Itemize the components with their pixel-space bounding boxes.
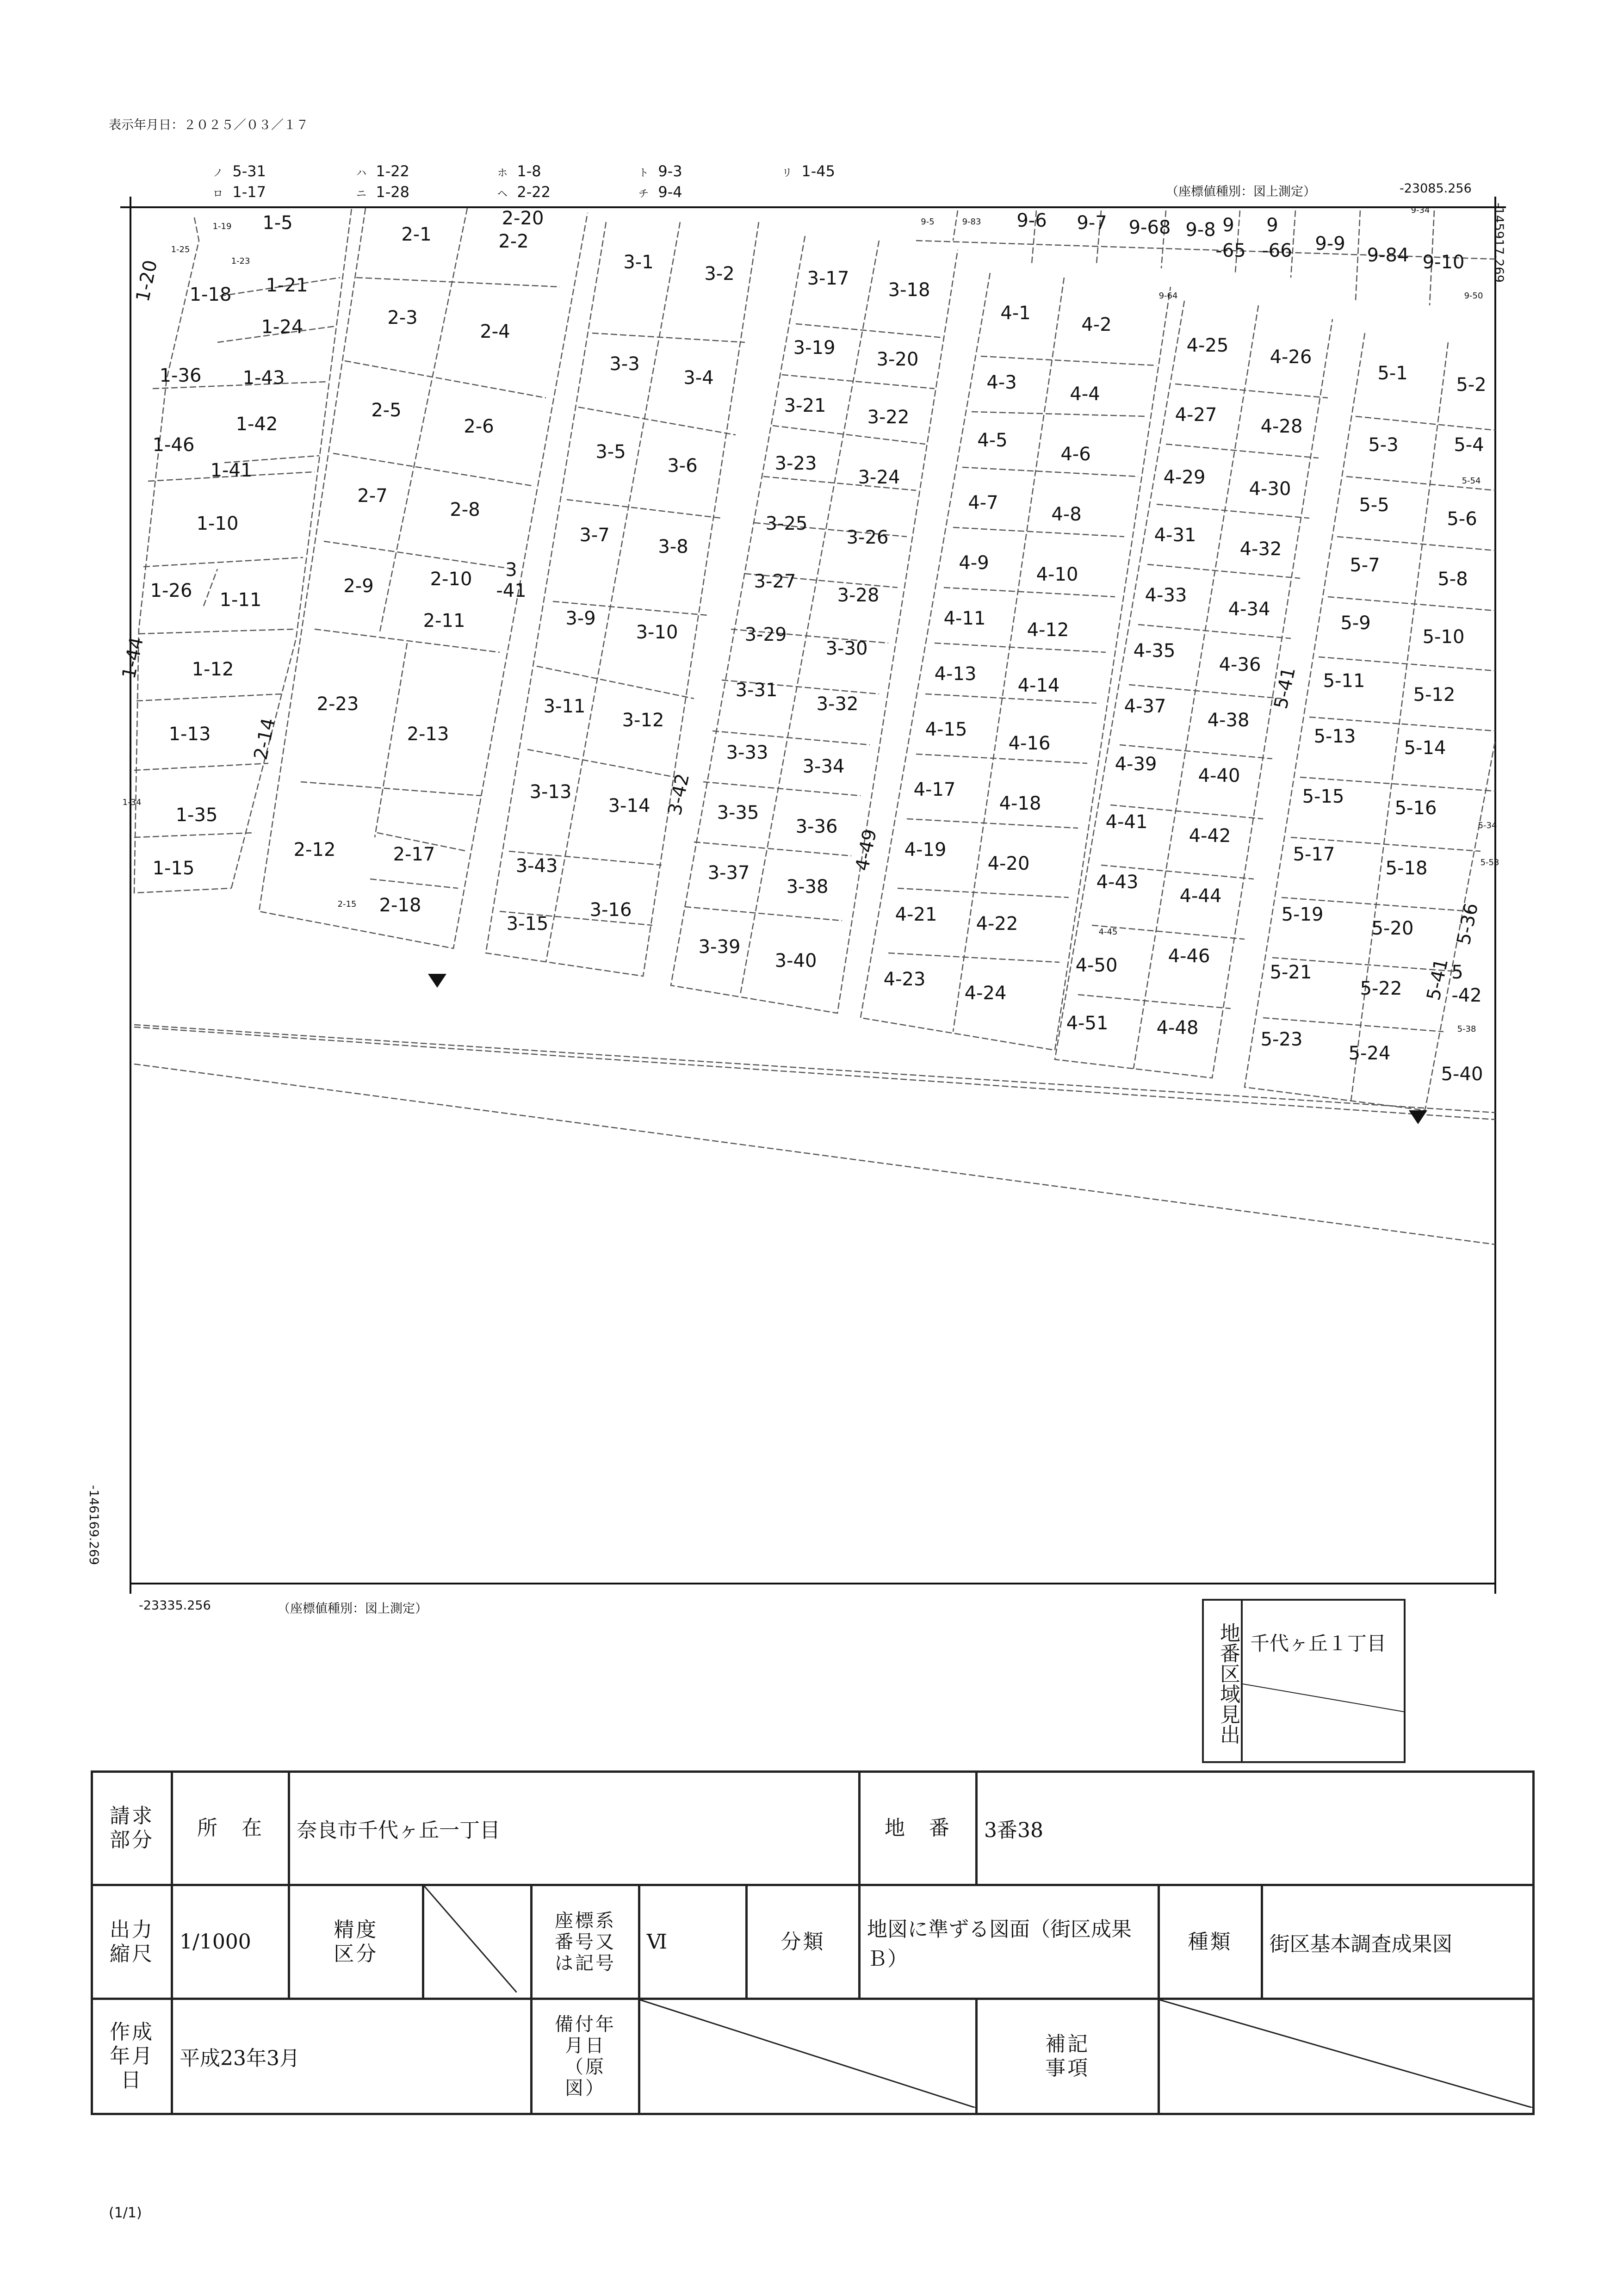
class-label: 分類 [747,1885,860,1999]
parcel-number-3-34: 3-34 [802,756,845,777]
parcel-number-3-19: 3-19 [793,337,836,359]
parcel-number-4-15: 4-15 [925,719,967,740]
parcel-number-3-8: 3-8 [658,536,688,557]
created-label: 作成年月日 [92,1999,172,2114]
parcel-number-3-4: 3-4 [683,367,714,389]
parcel-number-2-10: 2-10 [430,569,472,590]
parcel-number-4-9: 4-9 [959,552,989,574]
parcel-number-5-23: 5-23 [1260,1029,1303,1050]
parcel-number-4-48: 4-48 [1156,1017,1199,1039]
parcel-number-4-21: 4-21 [895,904,937,925]
parcel-number-4-36: 4-36 [1219,654,1261,675]
parcel-number-3-9: 3-9 [565,608,596,629]
parcel-number-9-64: 9-64 [1158,291,1178,301]
parcel-number-5-18: 5-18 [1385,858,1428,879]
coord-x-top: -23085.256 [1400,181,1472,196]
parcel-number-5-6: 5-6 [1447,508,1477,530]
note-empty-slash [1160,2000,1532,2108]
coord-x-bottom: -23335.256 [139,1598,211,1613]
precision-empty-slash [424,1886,517,1993]
kind-value: 街区基本調査成果図 [1262,1885,1533,1999]
parcel-number-4-33: 4-33 [1145,585,1187,606]
parcel-number-9-84: 9-84 [1367,245,1409,266]
parcel-number-4-32: 4-32 [1239,538,1282,560]
parcel-number-5-21: 5-21 [1270,962,1312,983]
parcel-number-2-15: 2-15 [337,899,357,909]
parcel-number-4-6: 4-6 [1060,444,1091,465]
parcel-number-4-11: 4-11 [943,608,986,629]
parcel-number-2-14: 2-14 [250,716,280,762]
parcel-number-3-7: 3-7 [579,525,610,546]
parcel-number-3-26: 3-26 [846,527,889,548]
parcel-number-4-12: 4-12 [1027,619,1069,641]
parcel-number-4-49: 4-49 [851,827,881,873]
parcel-number-1-21: 1-21 [266,275,308,296]
parcel-number-4-18: 4-18 [999,793,1041,814]
parcel-number-4-41: 4-41 [1105,811,1148,833]
parcel-number-1-5: 1-5 [262,212,293,234]
parcel-number-4-10: 4-10 [1036,564,1078,585]
parcel-number-5-4: 5-4 [1454,434,1484,456]
parcel-number-3-10: 3-10 [636,622,678,643]
parcel-number-5-36: 5-36 [1453,901,1483,947]
legend-entry: ト 9-3 チ 9-4 [638,162,682,201]
attached-value [639,1999,976,2114]
parcel-number-2-8: 2-8 [450,499,480,520]
parcel-number-4-43: 4-43 [1096,872,1139,893]
parcel-number-3: 3 [505,559,517,581]
parcel-number-9-6: 9-6 [1016,210,1047,231]
precision-label: 精度区分 [289,1885,423,1999]
legend-entry: ハ 1-22 ニ 1-28 [356,162,409,201]
parcel-number-9-10: 9-10 [1422,252,1465,273]
parcel-labels [118,205,1499,1085]
parcel-number-2-9: 2-9 [343,576,374,597]
parcel-number-1-42: 1-42 [235,414,278,435]
page-indicator: (1/1) [109,2205,142,2221]
parcel-number--66: -66 [1262,240,1292,261]
parcel-number-5-12: 5-12 [1413,684,1456,706]
parcel-number-3-40: 3-40 [774,950,817,972]
parcel-number-4-16: 4-16 [1008,733,1051,754]
parcel-number-4-1: 4-1 [1000,303,1031,324]
parcel-number-4-34: 4-34 [1228,599,1270,620]
district-name: 千代ヶ丘１丁目 [1250,1632,1387,1655]
parcel-number-5-14: 5-14 [1404,737,1446,759]
parcel-number-3-33: 3-33 [726,742,768,763]
parcel-number-3-24: 3-24 [858,467,900,488]
parcel-number-1-24: 1-24 [261,316,304,338]
coord-y-left: -146169.269 [87,1485,101,1565]
parcel-number-2-7: 2-7 [357,485,388,507]
parcel-number-9-5: 9-5 [921,217,935,227]
parcel-number-2-4: 2-4 [480,321,510,342]
parcel-number-2-13: 2-13 [407,724,449,745]
parcel-number-2-5: 2-5 [371,400,402,421]
parcel-number-5-24: 5-24 [1348,1043,1391,1064]
parcel-number-4-4: 4-4 [1070,384,1100,405]
parcel-number-3-29: 3-29 [744,624,787,645]
parcel-number-1-15: 1-15 [152,858,195,879]
created-value: 平成23年3月 [172,1999,532,2114]
parcel-number-1-34: 1-34 [122,798,142,807]
parcel-number-4-37: 4-37 [1124,696,1166,717]
scale-value: 1/1000 [172,1885,289,1999]
parcel-number-3-20: 3-20 [876,349,919,370]
parcel-number-3-39: 3-39 [698,936,741,958]
parcel-number-5-9: 5-9 [1340,613,1371,634]
parcel-number-2-23: 2-23 [316,693,359,715]
display-date: 表示年月日：２０２５／０３／１７ [109,118,309,132]
parcel-number-4-23: 4-23 [883,969,926,990]
parcel-number-3-12: 3-12 [622,710,664,731]
class-value: 地図に準ずる図面（街区成果Ｂ） [860,1885,1159,1999]
parcel-number-5-13: 5-13 [1313,726,1356,747]
parcel-number-2-17: 2-17 [393,844,435,865]
parcel-number-4-3: 4-3 [986,372,1017,393]
parcel-number-2-6: 2-6 [464,416,494,437]
parcel-number-4-19: 4-19 [904,839,947,860]
parcel-number-4-26: 4-26 [1270,347,1312,368]
parcel-number-4-50: 4-50 [1075,955,1118,976]
parcel-number-2-18: 2-18 [379,895,421,916]
parcel-number-2-3: 2-3 [387,307,418,328]
parcel-number-4-20: 4-20 [987,853,1030,874]
parcel-number-3-23: 3-23 [774,453,817,474]
parcel-number-9: 9 [1266,215,1278,236]
parcel-number-3-11: 3-11 [543,696,586,717]
parcel-number-5-20: 5-20 [1371,918,1414,939]
parcel-number-5-41: 5-41 [1270,665,1300,711]
parcel-number-5-41: 5-41 [1423,957,1453,1003]
parcel-number-4-38: 4-38 [1207,710,1250,731]
attached-label: 備付年月日（原図） [532,1999,639,2114]
parcel-number-5-54: 5-54 [1462,476,1481,486]
parcel-number-2-12: 2-12 [293,839,336,860]
parcel-number-4-24: 4-24 [964,983,1007,1004]
parcel-number-1-18: 1-18 [189,284,232,305]
district-caption: 地番区域見出 [1204,1601,1243,1761]
note-label: 補記事項 [977,1999,1159,2114]
parcel-number-4-28: 4-28 [1260,416,1303,437]
parcel-number-3-38: 3-38 [786,876,829,897]
district-index-box [1202,1599,1406,1763]
parcel-number-3-5: 3-5 [595,441,626,463]
coord-y-right: -145917.269 [1492,203,1506,283]
parcel-number-3-18: 3-18 [888,279,930,301]
coord-type-top: （座標値種別：図上測定） [1166,185,1316,199]
scale-label: 出力縮尺 [92,1885,172,1999]
parcel-number-9-68: 9-68 [1128,217,1171,238]
parcel-number-4-17: 4-17 [913,779,956,800]
parcel-number-1-25: 1-25 [171,245,190,254]
parcel-number-4-22: 4-22 [976,913,1018,934]
parcel-number-4-5: 4-5 [977,430,1008,451]
parcel-number-2-20: 2-20 [502,208,544,229]
parcel-number-4-2: 4-2 [1081,314,1112,335]
parcel-number-4-35: 4-35 [1133,640,1176,662]
parcel-number-5-1: 5-1 [1377,363,1408,384]
parcel-number--41: -41 [496,580,527,601]
parcel-number-1-43: 1-43 [242,367,285,389]
parcel-number-3-28: 3-28 [837,585,880,606]
parcel-number-1-41: 1-41 [210,460,253,481]
parcel-number-3-17: 3-17 [807,268,849,289]
lot-value: 3番38 [977,1772,1534,1885]
parcel-number-5-17: 5-17 [1293,844,1335,865]
request-label: 請求部分 [92,1772,172,1885]
parcel-number-3-42: 3-42 [664,772,694,817]
parcel-number-1-13: 1-13 [168,724,211,745]
parcel-number-3-30: 3-30 [825,638,868,659]
coord-system-value: Ⅵ [639,1885,746,1999]
parcel-number-5-3: 5-3 [1368,434,1399,456]
parcel-number-4-31: 4-31 [1154,525,1196,546]
parcel-number-3-36: 3-36 [795,816,838,837]
coord-type-bottom: （座標値種別：図上測定） [278,1602,427,1616]
parcel-number-1-46: 1-46 [152,434,195,456]
parcel-number-4-25: 4-25 [1186,335,1229,356]
parcel-number--42: -42 [1451,985,1482,1006]
legend-entry: ノ 5-31 ロ 1-17 [213,162,266,201]
parcel-number--65: -65 [1215,240,1246,261]
parcel-number-4-30: 4-30 [1249,478,1291,500]
location-value: 奈良市千代ヶ丘一丁目 [289,1772,860,1885]
parcel-number-1-35: 1-35 [175,805,218,826]
parcel-number-1-10: 1-10 [196,513,239,534]
legend-entry: リ 1-45 [782,162,835,180]
parcel-number-4-13: 4-13 [934,663,977,685]
parcel-number-3-3: 3-3 [609,353,640,375]
parcel-number-4-51: 4-51 [1066,1013,1109,1034]
parcel-number-1-20: 1-20 [132,258,162,304]
parcel-number-3-43: 3-43 [515,855,558,877]
parcel-number-3-1: 3-1 [623,252,654,273]
parcel-number-4-29: 4-29 [1163,467,1206,488]
parcel-number-9: 9 [1222,215,1234,236]
parcel-number-3-35: 3-35 [717,802,759,823]
parcel-number-4-45: 4-45 [1098,927,1118,937]
precision-value [423,1885,532,1999]
parcel-number-3-14: 3-14 [608,795,650,817]
parcel-number-1-26: 1-26 [150,580,192,601]
kind-label: 種類 [1158,1885,1262,1999]
parcel-number-1-19: 1-19 [212,222,232,231]
parcel-number-1-44: 1-44 [118,635,148,681]
parcel-number-3-6: 3-6 [667,455,698,477]
parcel-number-3-15: 3-15 [506,913,549,934]
parcel-number-5-8: 5-8 [1437,569,1468,590]
parcel-number-4-40: 4-40 [1198,765,1240,786]
parcel-number-3-25: 3-25 [765,513,808,534]
parcel-number-2-11: 2-11 [423,610,465,631]
parcel-number-4-46: 4-46 [1168,946,1210,967]
parcel-number-4-44: 4-44 [1179,885,1222,907]
parcel-number-3-16: 3-16 [589,899,632,921]
parcel-number-2-1: 2-1 [401,224,432,245]
parcel-number-9-83: 9-83 [962,217,981,227]
parcel-number-5-15: 5-15 [1302,786,1344,807]
parcel-number-9-9: 9-9 [1315,233,1345,254]
note-value [1158,1999,1533,2114]
parcel-number-5-16: 5-16 [1394,798,1437,819]
info-table [91,1770,1535,2115]
parcel-number-5-11: 5-11 [1323,670,1365,692]
district-divider [1243,1601,1404,1761]
parcel-number-5-38: 5-38 [1457,1024,1476,1034]
parcel-number-3-21: 3-21 [784,395,826,416]
parcel-number-5-10: 5-10 [1422,626,1465,648]
parcel-number-5: 5 [1451,962,1463,983]
parcel-number-5-40: 5-40 [1441,1064,1483,1085]
legend-entry: ホ 1-8 ヘ 2-22 [497,162,551,201]
coord-system-label: 座標系番号又は記号 [532,1885,639,1999]
parcel-number-1-36: 1-36 [159,365,202,386]
lot-label: 地 番 [860,1772,977,1885]
parcel-number-4-39: 4-39 [1115,754,1157,775]
parcel-number-9-7: 9-7 [1077,212,1107,234]
parcel-number-9-50: 9-50 [1464,291,1483,301]
parcel-number-4-27: 4-27 [1175,404,1217,426]
parcel-number-4-7: 4-7 [968,492,998,514]
parcel-number-4-8: 4-8 [1051,504,1082,525]
parcel-number-1-12: 1-12 [192,659,234,680]
parcel-number-3-13: 3-13 [529,781,572,803]
parcel-number-3-37: 3-37 [707,862,750,884]
parcel-number-1-11: 1-11 [219,589,262,611]
parcel-number-3-31: 3-31 [735,680,778,701]
parcel-number-5-2: 5-2 [1456,374,1487,396]
parcel-number-5-19: 5-19 [1281,904,1324,925]
parcel-number-2-2: 2-2 [498,231,529,252]
parcel-number-4-42: 4-42 [1189,825,1231,847]
parcel-number-3-32: 3-32 [816,693,859,715]
parcel-number-1-23: 1-23 [231,256,250,266]
parcel-number-5-53: 5-53 [1480,858,1499,867]
parcel-number-5-22: 5-22 [1360,978,1402,999]
parcel-number-9-8: 9-8 [1185,219,1216,241]
attached-empty-slash [640,2000,975,2108]
parcel-number-3-2: 3-2 [704,263,735,285]
parcel-number-5-34: 5-34 [1478,821,1497,830]
parcel-number-5-7: 5-7 [1350,555,1380,576]
parcel-number-3-27: 3-27 [754,571,796,592]
parcel-number-3-22: 3-22 [867,407,910,428]
parcel-number-5-5: 5-5 [1359,495,1389,516]
location-label: 所 在 [172,1772,289,1885]
parcel-number-9-34: 9-34 [1411,205,1430,215]
parcel-number-4-14: 4-14 [1017,675,1060,696]
